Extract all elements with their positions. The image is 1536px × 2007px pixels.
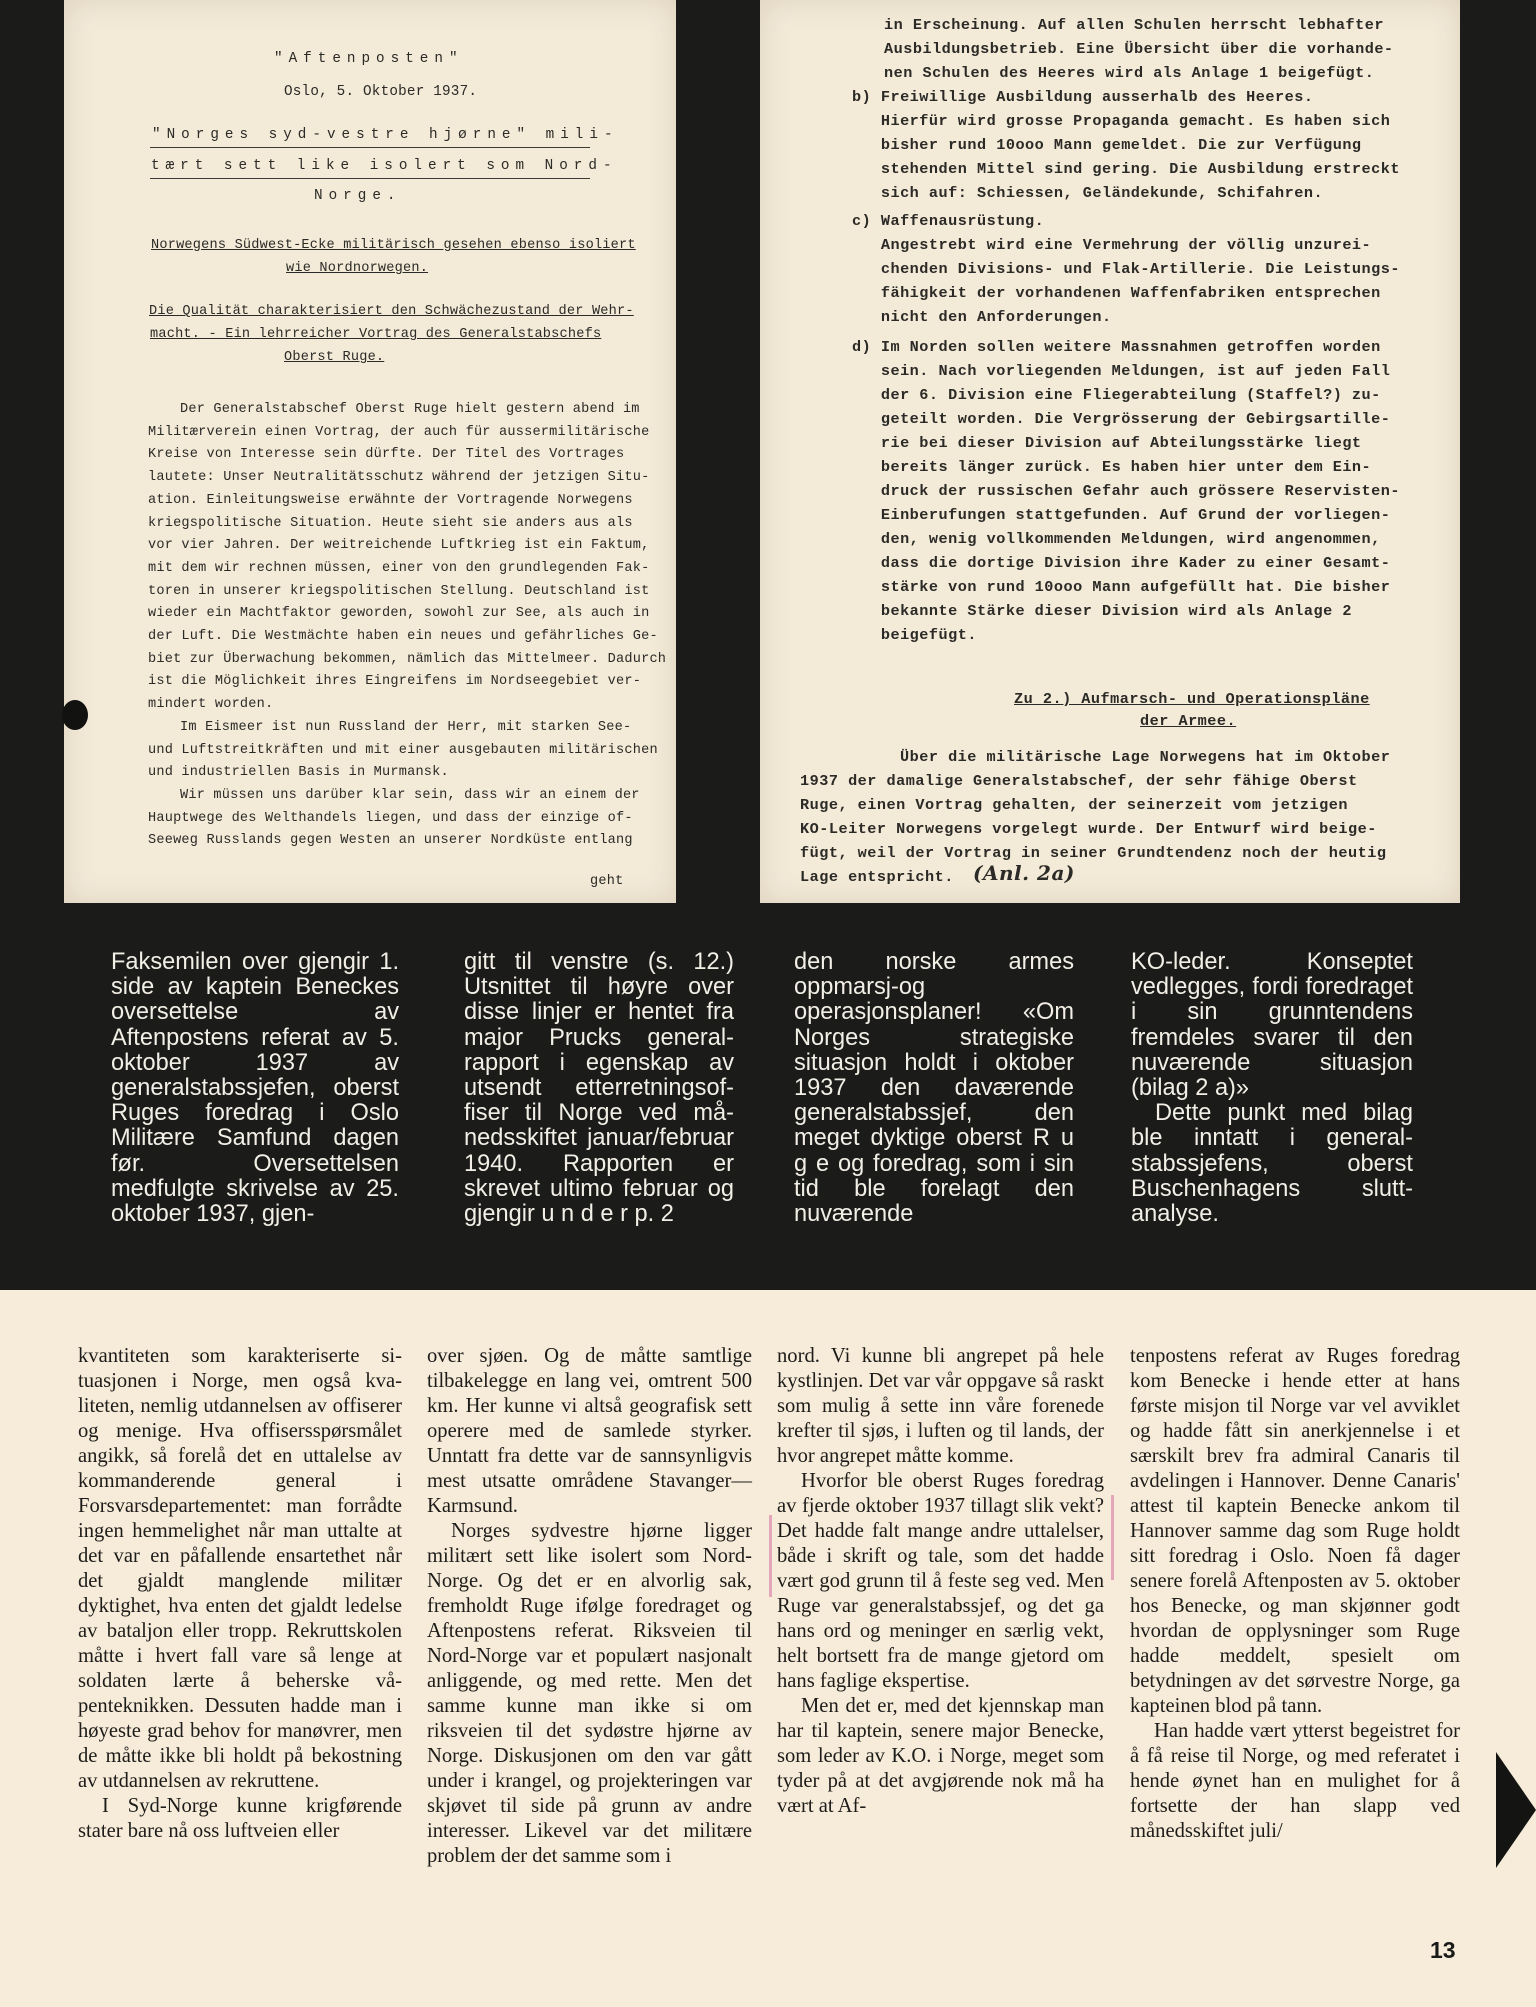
facsimile-body-line: Seeweg Russlands gegen Westen an unserer Nordküste entlang	[148, 833, 633, 849]
facsimile-dateline: Oslo, 5. Oktober 1937.	[284, 84, 478, 100]
report-section-heading: der Armee.	[1140, 712, 1237, 730]
title-rule	[150, 147, 590, 148]
punch-hole	[62, 700, 88, 730]
facsimile-body-line: ist die Möglichkeit ihres Eingreifens im Nordseegebiet ver-	[148, 674, 642, 690]
report-line: b) Freiwillige Ausbildung ausserhalb des Heeres.	[852, 88, 1314, 106]
report-line: bekannte Stärke dieser Division wird als Anlage 2	[852, 602, 1352, 620]
body-column-1	[78, 1344, 402, 1844]
facsimile-header: "Aftenposten"	[274, 51, 464, 67]
report-closing-line: fügt, weil der Vortrag in seiner Grundtendenz noch der heutig	[800, 844, 1387, 862]
report-closing-line: KO-Leiter Norwegens vorgelegt wurde. Der Entwurf wird beige-	[800, 820, 1377, 838]
facsimile-body-line: Hauptwege des Welthandels liegen, und dass der einzige of-	[148, 810, 633, 826]
caption-column	[794, 950, 1074, 1227]
facsimile-aftenposten-translation	[64, 0, 676, 903]
report-closing-line: Über die militärische Lage Norwegens hat im Oktober	[900, 748, 1391, 766]
report-line: bereits länger zurück. Es haben hier unter dem Ein-	[852, 458, 1372, 476]
facsimile-body-line: biet zur Überwachung bekommen, nämlich das Mittelmeer. Dadurch	[148, 651, 667, 667]
caption-paragraph: Faksemilen over gjengir 1. side av kaptein Beneckes oversettelse av Aftenpostens referat av 5. oktober 1937 av generalstabssjefen, oberst Ruges foredrag i Oslo Militære Samfund dagen før. Oversettelsen medfulgte skrivelse av 25. oktober 1937, gjen-	[111, 949, 399, 1228]
facsimile-body-line: vor vier Jahren. Der weitreichende Luftkrieg ist ein Faktum,	[148, 538, 650, 554]
facsimile-body-line: und Luftstreitkräften und mit einer ausgebauten militärischen	[148, 742, 658, 758]
facsimile-body-line: wieder ein Machtfaktor geworden, sowohl zur See, als auch in	[148, 606, 650, 622]
facsimile-title-line: "Norges syd-vestre hjørne" mili-	[152, 127, 619, 143]
body-paragraph: over sjøen. Og de måtte samtlige tilbakelegge en lang vei, omtrent 500 km. Her kunne vi altså geografisk sett operere med de samlede styrker. Unntatt fra dette var de sannsynligvis mest utsatte områdene Stavanger—Karmsund.	[427, 1345, 752, 1517]
facsimile-subtitle-line: Norwegens Südwest-Ecke militärisch gesehen ebenso isoliert	[151, 238, 636, 253]
report-line: rie bei dieser Division auf Abteilungsstärke liegt	[852, 434, 1362, 452]
facsimile-body-line: mit dem wir rechnen müssen, einer von den grundlegenden Fak-	[148, 560, 650, 576]
facsimile-body-line: toren in unserer kriegspolitischen Stellung. Deutschland ist	[148, 583, 650, 599]
margin-mark	[1111, 1495, 1114, 1580]
report-line: stärke von rund 10ooo Mann aufgefüllt hat. Die bisher	[852, 578, 1391, 596]
caption-column	[1131, 950, 1413, 1227]
body-paragraph: Han hadde vært ytterst begeistret for å få reise til Norge, og med referatet i hende øynet han en mulighet for å fortsette der han slapp ved månedsskiftet juli/	[1130, 1720, 1460, 1842]
body-paragraph: Men det er, med det kjennskap man har til kaptein, senere major Benecke, som leder av K.O. i Norge, meget som tyder på at det avgjørende nok må ha vært at Af-	[777, 1695, 1104, 1817]
caption-paragraph: Dette punkt med bilag ble inntatt i generalstabssjefens, oberst Buschenhagens sluttanalyse.	[1131, 1100, 1413, 1228]
report-line: druck der russischen Gefahr auch grössere Reservisten-	[852, 482, 1400, 500]
body-paragraph: tenpostens referat av Ruges foredrag kom Benecke i hende etter at hans første misjon til Norge var vel avviklet og hadde fått sin anerkjennelse i et særskilt brev fra admiral Canaris til avdelingen i Hannover. Denne Canaris' attest til kaptein Benecke ankom til Hannover samme dag som Ruge holdt sitt foredrag i Oslo. Noen få dager senere forelå Aftenposten av 5. oktober hos Benecke, og man skjønner godt hvordan de opplysninger som Ruge hadde meddelt, spesielt om betydningen av det sørvestre Norge, ga kapteinen blod på tann.	[1130, 1345, 1460, 1717]
report-line: Angestrebt wird eine Vermehrung der völlig unzurei-	[852, 236, 1372, 254]
body-paragraph: Hvorfor ble oberst Ruges foredrag av fjerde oktober 1937 tillagt slik vekt? Det hadde falt mange andre uttalelser, både i skrift og tale, som det hadde vært god grunn til å feste seg ved. Men Ruge var generalstabssjef, og det ga hans ord og meninger en særlig vekt, helt bortsett fra de mange gjetord om hans faglige ekspertise.	[777, 1470, 1104, 1692]
report-line: d) Im Norden sollen weitere Massnahmen getroffen worden	[852, 338, 1381, 356]
caption-column	[464, 950, 734, 1227]
facsimile-subtitle-line: macht. - Ein lehrreicher Vortrag des Generalstabschefs	[150, 327, 602, 342]
facsimile-body-line: der Luft. Die Westmächte haben ein neues und gefährliches Ge-	[148, 629, 658, 644]
facsimile-title-line: tært sett like isolert som Nord-	[151, 158, 618, 174]
report-line: dass die dortige Division ihre Kader zu einer Gesamt-	[852, 554, 1391, 572]
report-line: chenden Divisions- und Flak-Artillerie. Die Leistungs-	[852, 260, 1400, 278]
report-line: den, wenig vollkommenden Meldungen, wird angenommen,	[852, 530, 1381, 548]
facsimile-body-line: kriegspolitische Situation. Heute sieht sie anders aus als	[148, 515, 633, 531]
facsimile-body-line: lautete: Unser Neutralitätsschutz während der jetzigen Situ-	[148, 470, 650, 486]
body-column-4	[1130, 1344, 1460, 1844]
body-paragraph: I Syd-Norge kunne krigførende stater bare nå oss luftveien eller	[78, 1795, 402, 1842]
report-line: geteilt worden. Die Vergrösserung der Gebirgsartille-	[852, 410, 1391, 428]
facsimile-subtitle-line: wie Nordnorwegen.	[286, 261, 429, 276]
facsimile-body-line: Der Generalstabschef Oberst Ruge hielt gestern abend im	[180, 402, 640, 417]
report-closing-line: 1937 der damalige Generalstabschef, der sehr fähige Oberst	[800, 772, 1358, 790]
article-body	[0, 1290, 1536, 2007]
facsimile-body-line: und industriellen Basis in Murmansk.	[148, 765, 449, 781]
body-paragraph: nord. Vi kunne bli angrepet på hele kystlinjen. Det var vår oppgave så raskt som mulig å sette inn våre forenede krefter til sjøs, i luften og til lands, der hvor angrepet måtte komme.	[777, 1345, 1104, 1467]
body-paragraph: kvantiteten som karakteriserte situasjonen i Norge, men også kvaliteten, nemlig utdannelsen av offiserer og menige. Hva offisersspørsmålet angikk, så forelå det en uttalelse av kommanderende general i Forsvarsdepartementet: man forrådte ingen hemmelighet når man uttalte at det var en påfallende ensartethet når det gjaldt manglende militær dyktighet, hva enten det gjaldt ledelse av bataljon eller tropp. Rekruttskolen måtte i hvert fall vare så lenge at soldaten lærte å beherske våpenteknikken. Dessuten hadde man i høyeste grad behov for manøvrer, men de måtte ikke bli holdt på bekostning av utdannelsen av rekruttene.	[78, 1345, 402, 1792]
body-column-2	[427, 1344, 752, 1869]
report-line: nen Schulen des Heeres wird als Anlage 1 beigefügt.	[884, 64, 1375, 82]
body-column-3	[777, 1344, 1104, 1819]
facsimile-subtitle-line: Die Qualität charakterisiert den Schwächezustand der Wehr-	[149, 304, 634, 319]
facsimile-body-line: mindert worden.	[148, 697, 274, 713]
report-line: Hierfür wird grosse Propaganda gemacht. Es haben sich	[852, 112, 1391, 130]
report-closing-line: Ruge, einen Vortrag gehalten, der seinerzeit vom jetzigen	[800, 796, 1348, 814]
facsimile-pruck-report	[760, 0, 1460, 903]
report-line: Ausbildungsbetrieb. Eine Übersicht über die vorhande-	[884, 40, 1394, 58]
report-line: beigefügt.	[852, 626, 977, 644]
caption-paragraph: den norske armes oppmarsj-og operasjonsplaner! «Om Norges strategiske situasjon holdt i oktober 1937 den daværende generalstabssjef, den meget dyktige oberst R u g e og foredrag, som i sin tid ble forelagt den nuværende	[794, 949, 1074, 1228]
title-rule	[150, 178, 590, 179]
caption-column	[111, 950, 399, 1227]
facsimile-captions	[0, 950, 1536, 1280]
facsimile-title-line: Norge.	[314, 188, 402, 204]
report-line: nicht den Anforderungen.	[852, 308, 1112, 326]
caption-paragraph: KO-leder. Konseptet vedlegges, fordi foredraget i sin grunntendens fremdeles svarer til den nuværende situasjon (bilag 2 a)»	[1131, 949, 1413, 1102]
report-line: c) Waffenausrüstung.	[852, 212, 1045, 230]
report-line: sich auf: Schiessen, Geländekunde, Schifahren.	[852, 184, 1324, 202]
continue-arrow-icon	[1496, 1752, 1536, 1868]
report-line: Einberufungen stattgefunden. Auf Grund der vorliegen-	[852, 506, 1391, 524]
report-line: fähigkeit der vorhandenen Waffenfabriken entsprechen	[852, 284, 1381, 302]
facsimile-subtitle-line: Oberst Ruge.	[284, 350, 385, 365]
caption-paragraph: gitt til venstre (s. 12.) Utsnittet til høyre over disse linjer er hentet fra major Prucks generalrapport i egenskap av utsendt etterretningsoffiser til Norge ved månedsskiftet januar/februar 1940. Rapporten er skrevet ultimo februar og gjengir u n d e r p. 2	[464, 949, 734, 1228]
facsimile-body-line: Militærverein einen Vortrag, der auch für aussermilitärische	[148, 424, 650, 440]
facsimile-body-line: ation. Einleitungsweise erwähnte der Vortragende Norwegens	[148, 492, 633, 508]
report-line: stehenden Mittel sind gering. Die Ausbildung erstreckt	[852, 160, 1400, 178]
handwritten-annex-note: (Anl. 2a)	[973, 861, 1075, 885]
report-closing-line: Lage entspricht.	[800, 868, 954, 886]
facsimile-body-line: Im Eismeer ist nun Russland der Herr, mit starken See-	[180, 719, 632, 735]
report-section-heading: Zu 2.) Aufmarsch- und Operationspläne	[1014, 690, 1370, 708]
facsimile-body-line: Kreise von Interesse sein dürfte. Der Titel des Vortrages	[148, 447, 625, 463]
page-number: 13	[1430, 1937, 1456, 1963]
facsimile-catchword: geht	[590, 874, 624, 889]
body-paragraph: Norges sydvestre hjørne ligger militært sett like isolert som Nord-Norge. Og det er en alvorlig sak, fremholdt Ruge ifølge foredraget og Aftenpostens referat. Riksveien til Nord-Norge var et populært nasjonalt anliggende, og med rette. Men det samme kunne man ikke si om riksveien til det sydøstre hjørne av Norge. Diskusjonen om den var gått under i krangel, og projekteringen var skjøvet til side på grunn av andre interesser. Likevel var det militære problem der det samme som i	[427, 1520, 752, 1867]
facsimile-body-line: Wir müssen uns darüber klar sein, dass wir an einem der	[180, 787, 640, 803]
report-line: sein. Nach vorliegenden Meldungen, ist auf jeden Fall	[852, 362, 1391, 380]
margin-mark	[769, 1515, 772, 1597]
report-line: der 6. Division eine Fliegerabteilung (Staffel?) zu-	[852, 386, 1381, 404]
report-line: bisher rund 10ooo Mann gemeldet. Die zur Verfügung	[852, 136, 1362, 154]
report-line: in Erscheinung. Auf allen Schulen herrscht lebhafter	[884, 16, 1384, 34]
